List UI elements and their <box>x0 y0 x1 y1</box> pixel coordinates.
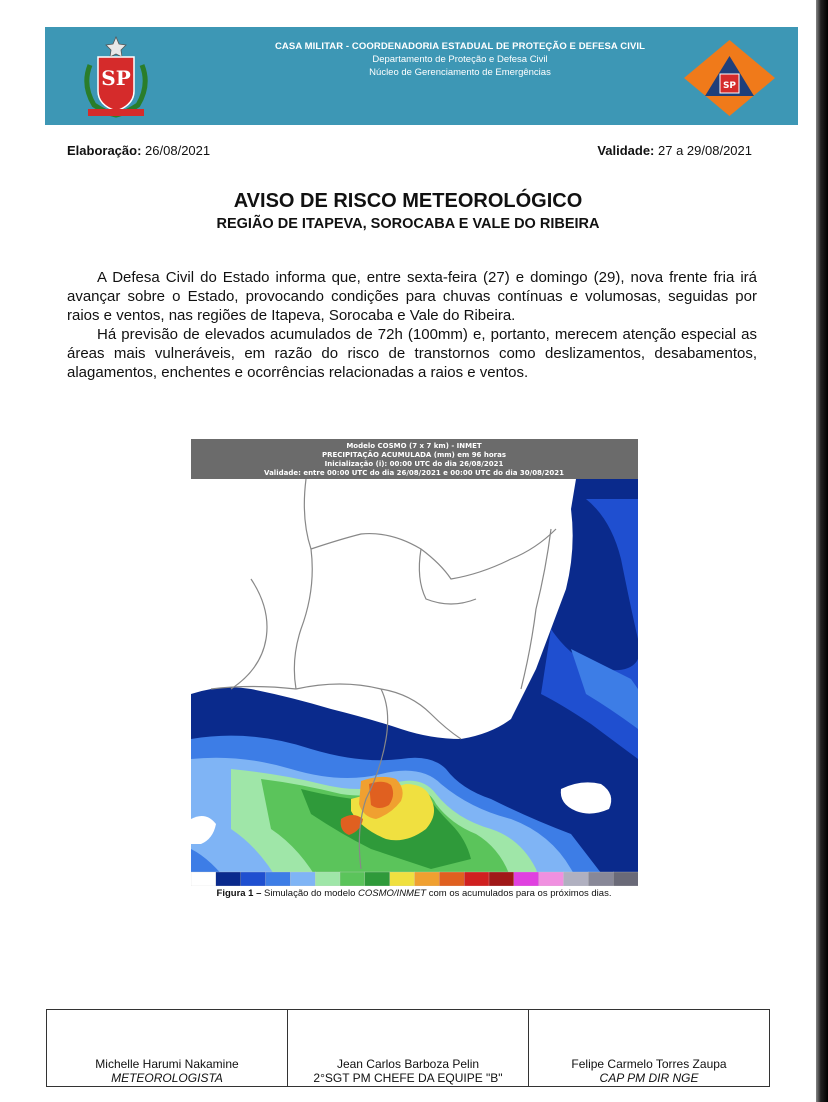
svg-text:SP: SP <box>722 81 737 91</box>
page-title: AVISO DE RISCO METEOROLÓGICO <box>233 190 583 212</box>
svg-text:SP: SP <box>101 66 131 90</box>
elaboration-value: 26/08/2021 <box>145 143 211 158</box>
signature-cell <box>529 1010 769 1086</box>
signature-cell <box>47 1010 288 1086</box>
header-banner <box>45 27 798 125</box>
scale-swatch <box>216 872 241 886</box>
scale-swatch <box>415 872 440 886</box>
header-line-department: Departamento de Proteção e Defesa Civil <box>372 54 548 65</box>
scale-swatch <box>365 872 390 886</box>
scale-swatch <box>340 872 365 886</box>
scale-swatch <box>564 872 589 886</box>
signature-role: CAP PM DIR NGE <box>599 1071 699 1085</box>
scale-swatch <box>191 872 216 886</box>
validity-date <box>597 143 752 158</box>
scale-swatch <box>613 872 638 886</box>
scale-swatch <box>315 872 340 886</box>
scale-swatch <box>241 872 266 886</box>
validity-label: Validade: <box>597 143 655 158</box>
sao-paulo-coat-of-arms-logo <box>76 35 156 119</box>
page-edge-shadow <box>816 0 828 1102</box>
figure-label: Figura 1 – <box>216 888 262 899</box>
precipitation-color-scale <box>191 872 638 886</box>
caption-text-before: Simulação do modelo <box>261 888 359 899</box>
header-text <box>195 40 725 79</box>
map-init-label: Inicialização (i): 00:00 UTC do dia 26/08/2021 <box>324 460 504 468</box>
signature-role: METEOROLOGISTA <box>111 1071 223 1085</box>
scale-swatch <box>390 872 415 886</box>
scale-swatch <box>489 872 514 886</box>
scale-swatch <box>464 872 489 886</box>
defesa-civil-logo <box>682 38 777 118</box>
map-validity-label: Validade: entre 00:00 UTC do dia 26/08/2021 e 00:00 UTC do dia 30/08/2021 <box>264 469 564 477</box>
alert-body <box>67 268 757 382</box>
header-line-institution: CASA MILITAR - COORDENADORIA ESTADUAL DE PROTEÇÃO E DEFESA CIVIL <box>274 41 646 52</box>
signature-cell <box>288 1010 529 1086</box>
map-variable-label: PRECIPITAÇÃO ACUMULADA (mm) em 96 horas <box>321 451 507 459</box>
signature-table <box>46 1009 770 1087</box>
elaboration-label: Elaboração: <box>67 143 142 158</box>
alert-paragraph: A Defesa Civil do Estado informa que, entre sexta-feira (27) e domingo (29), nova frente fria irá avançar sobre o Estado, provocando condições para chuvas contínuas e volumosas, seguidas por raios e ventos, nas regiões de Itapeva, Sorocaba e Vale do Ribeira. <box>67 269 757 324</box>
scale-swatch <box>439 872 464 886</box>
alert-paragraph: Há previsão de elevados acumulados de 72h (100mm) e, portanto, merecem atenção especial as áreas mais vulneráveis, em razão do risco de transtornos como deslizamentos, desabamentos, alagamentos, enchentes e ocorrências relacionadas a raios e ventos. <box>67 326 757 381</box>
signature-name: Jean Carlos Barboza Pelin <box>336 1057 480 1071</box>
scale-swatch <box>514 872 539 886</box>
figure-caption <box>0 888 828 899</box>
map-model-label: Modelo COSMO (7 x 7 km) - INMET <box>346 442 482 450</box>
caption-text-after: com os acumulados para os próximos dias. <box>426 888 612 899</box>
scale-swatch <box>539 872 564 886</box>
header-line-nucleus: Núcleo de Gerenciamento de Emergências <box>369 67 551 78</box>
validity-value: 27 a 29/08/2021 <box>658 143 752 158</box>
scale-swatch <box>588 872 613 886</box>
precipitation-forecast-map <box>191 439 638 886</box>
signature-role: 2°SGT PM CHEFE DA EQUIPE "B" <box>313 1071 503 1085</box>
page-subtitle: REGIÃO DE ITAPEVA, SOROCABA E VALE DO RIBEIRA <box>216 216 600 232</box>
signature-name: Michelle Harumi Nakamine <box>95 1057 239 1071</box>
elaboration-date <box>67 143 210 158</box>
caption-model-name: COSMO/INMET <box>358 888 427 899</box>
scale-swatch <box>290 872 315 886</box>
signature-name: Felipe Carmelo Torres Zaupa <box>571 1057 727 1071</box>
scale-swatch <box>266 872 291 886</box>
